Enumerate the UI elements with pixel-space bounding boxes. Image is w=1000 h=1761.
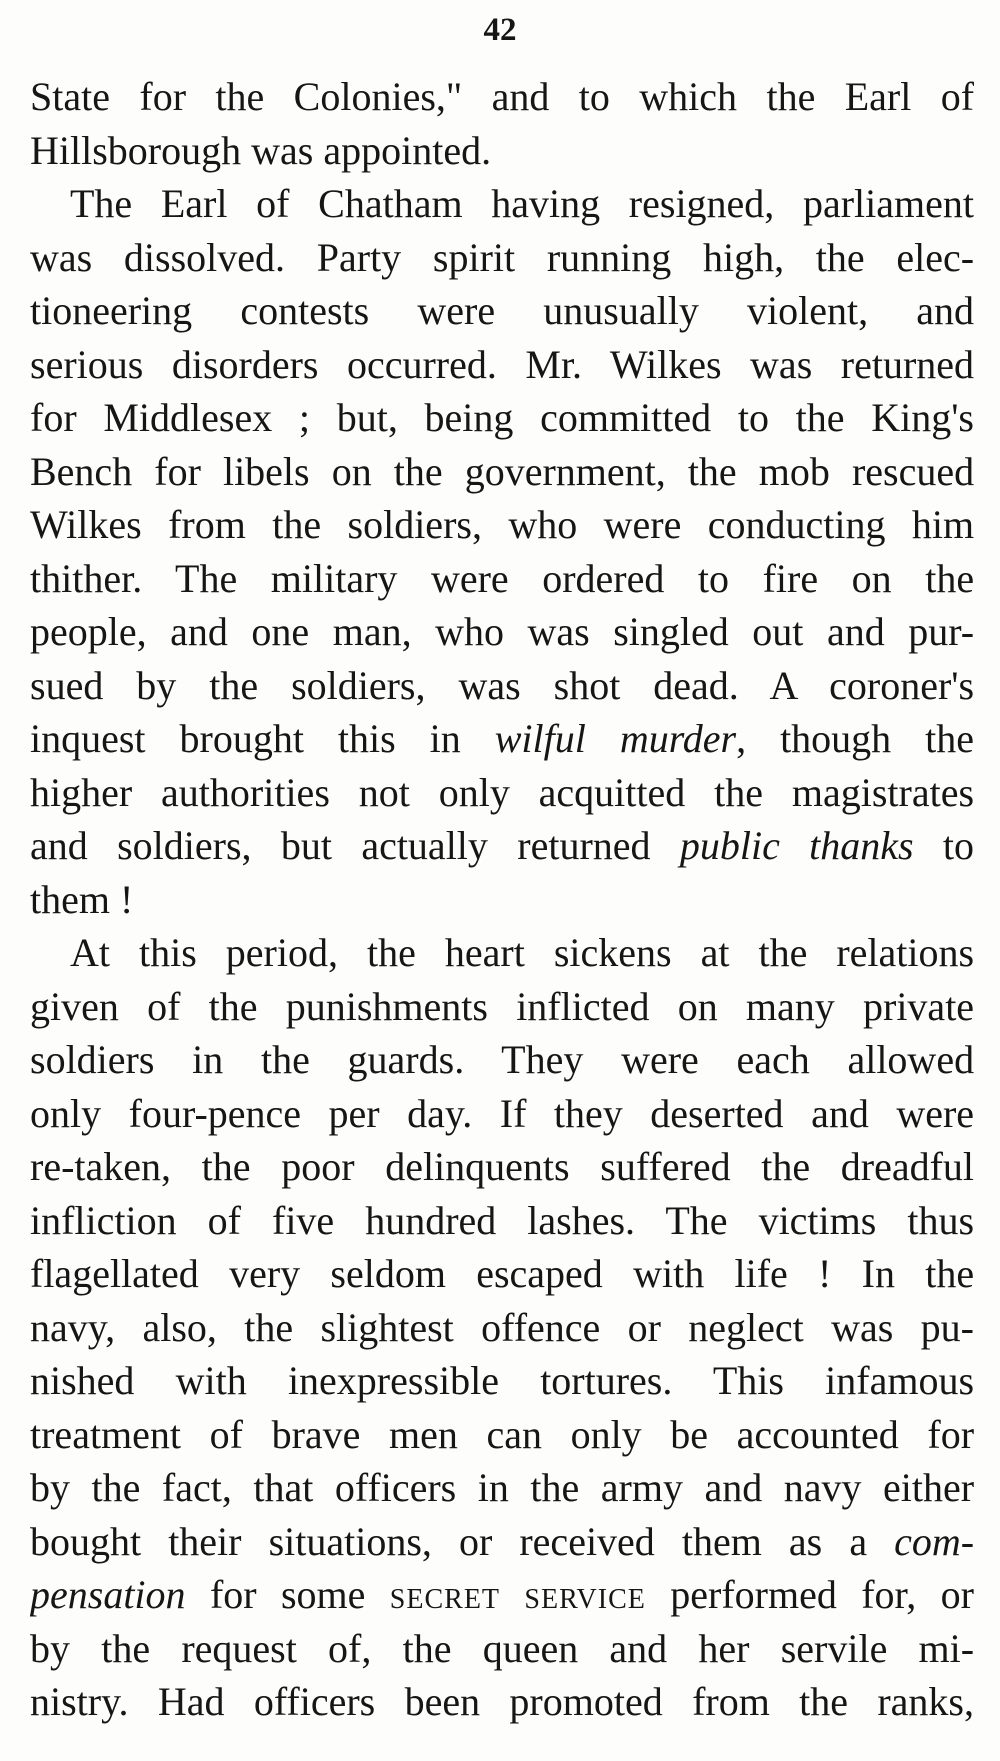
text-run: officers <box>253 1679 376 1724</box>
text-line <box>30 391 974 445</box>
small-caps-text: service <box>524 1572 646 1617</box>
italic-text: wilful <box>494 716 586 761</box>
text-run: tortures. <box>540 1358 673 1403</box>
italic-text: public <box>679 823 780 868</box>
text-run: for <box>209 1572 257 1617</box>
text-run: and <box>170 609 228 654</box>
text-run: magistrates <box>791 769 974 815</box>
text-run: to <box>942 823 974 868</box>
text-run: were <box>896 1090 974 1136</box>
text-run: treatment <box>30 1411 182 1457</box>
text-line <box>30 1247 974 1301</box>
text-run: each <box>736 1037 810 1082</box>
text-line <box>30 873 974 927</box>
text-run: many <box>745 983 835 1029</box>
text-run: this <box>139 930 197 975</box>
text-run: allowed <box>847 1037 974 1082</box>
text-run: per <box>328 1090 380 1136</box>
text-run: Bench <box>30 448 133 494</box>
text-run: and <box>704 1465 763 1510</box>
text-run: soldiers, <box>347 502 482 547</box>
text-run: or <box>627 1304 661 1350</box>
text-run: queen <box>482 1625 579 1671</box>
text-run: infamous <box>825 1358 974 1403</box>
text-run: inexpressible <box>287 1358 499 1403</box>
text-run: disorders <box>171 341 319 387</box>
text-run: on <box>851 555 892 601</box>
text-run: of <box>209 1411 243 1457</box>
text-run: life <box>734 1251 788 1296</box>
text-line <box>30 1515 974 1569</box>
text-run: occurred. <box>346 341 497 387</box>
text-run: the <box>925 555 974 601</box>
text-line <box>30 124 974 178</box>
text-run: for <box>154 448 201 494</box>
text-run: only <box>570 1411 642 1457</box>
text-run: officers <box>334 1465 457 1510</box>
text-line <box>30 338 974 392</box>
text-run: resigned, <box>628 181 775 226</box>
text-line <box>30 1622 974 1676</box>
text-run: was <box>750 341 813 387</box>
text-run: who <box>435 609 504 654</box>
text-run: them <box>30 876 110 922</box>
text-run: inflicted <box>516 983 650 1029</box>
text-run: appointed. <box>323 127 492 173</box>
text-run: their <box>168 1518 242 1564</box>
text-run: the <box>260 1037 310 1082</box>
text-run: that <box>253 1465 314 1510</box>
text-run: and <box>826 609 885 654</box>
text-run: sickens <box>553 930 672 975</box>
text-run: the <box>402 1625 452 1671</box>
text-run: pur- <box>908 609 974 654</box>
text-run: Wilkes <box>609 341 722 387</box>
text-run: of <box>256 181 290 226</box>
text-run: the <box>925 1251 974 1296</box>
text-run: libels <box>222 448 310 494</box>
text-run: Earl <box>844 74 912 119</box>
text-run: State <box>30 74 110 119</box>
text-line <box>30 1194 974 1248</box>
text-run: accounted <box>736 1411 899 1457</box>
text-run: pu- <box>920 1304 974 1350</box>
text-run: parliament <box>802 181 974 226</box>
text-run: the <box>758 930 808 975</box>
text-run: were <box>603 502 682 547</box>
text-run: very <box>229 1251 301 1296</box>
text-run: The <box>175 555 238 601</box>
text-run: actually <box>361 823 488 868</box>
text-run: request <box>181 1625 297 1671</box>
text-line <box>30 177 974 231</box>
text-run: in <box>477 1465 509 1510</box>
text-run: for <box>927 1411 974 1457</box>
text-run: re-taken, <box>30 1144 172 1189</box>
text-run: heart <box>444 930 525 975</box>
text-run: him <box>911 502 974 547</box>
text-run: the <box>714 769 763 815</box>
text-run: the <box>209 662 259 708</box>
text-run: navy, <box>30 1304 116 1350</box>
text-run: day. <box>407 1090 473 1136</box>
text-run: singled <box>613 609 729 654</box>
text-run: them <box>681 1518 762 1564</box>
text-run: Hillsborough <box>30 127 242 173</box>
text-run: and <box>916 288 974 333</box>
text-run: soldiers, <box>291 662 426 708</box>
text-run: be <box>670 1411 709 1457</box>
text-run: promoted <box>509 1679 663 1724</box>
text-run: of <box>207 1197 241 1243</box>
text-run: slightest <box>320 1304 454 1350</box>
text-run: brave <box>271 1411 361 1457</box>
text-run: the <box>687 448 737 494</box>
text-run: by <box>30 1625 70 1671</box>
text-run: thus <box>907 1197 974 1243</box>
text-run: of, <box>328 1625 372 1671</box>
text-line <box>30 605 974 659</box>
text-run: delinquents <box>385 1144 570 1189</box>
text-run: relations <box>836 930 974 975</box>
text-run: were <box>621 1037 699 1082</box>
text-run: in <box>192 1037 224 1082</box>
text-run: sued <box>30 662 104 708</box>
text-run: of <box>147 983 181 1029</box>
text-line <box>30 70 974 124</box>
text-run: Mr. <box>525 341 583 387</box>
text-run: for <box>30 395 77 440</box>
text-line <box>30 552 974 606</box>
text-run: At <box>70 930 110 975</box>
text-run: for, <box>861 1572 917 1617</box>
text-line <box>30 445 974 499</box>
text-run: tioneering <box>30 288 193 333</box>
text-run: Earl <box>160 181 228 226</box>
text-run: ; <box>298 395 311 440</box>
text-run: military <box>270 555 398 601</box>
text-run: guards. <box>347 1037 465 1082</box>
text-run: The <box>70 181 133 226</box>
text-run: infliction <box>30 1197 177 1243</box>
text-run: navy <box>783 1465 862 1510</box>
text-run: inquest <box>30 716 146 761</box>
text-run: fire <box>762 555 819 601</box>
text-run: was <box>30 234 93 280</box>
text-run: A <box>769 662 797 708</box>
text-run: Had <box>157 1679 225 1724</box>
text-run: by <box>136 662 177 708</box>
text-run: , <box>736 716 747 761</box>
text-line <box>30 766 974 820</box>
text-run: and <box>609 1625 668 1671</box>
text-run: the <box>393 448 443 494</box>
text-run: out <box>752 609 804 654</box>
text-run: in <box>429 716 461 761</box>
small-caps-text: secret <box>389 1572 501 1617</box>
text-run: the <box>244 1304 294 1350</box>
text-run: on <box>677 983 718 1029</box>
text-run: If <box>499 1090 527 1136</box>
text-run: fact, <box>161 1465 232 1510</box>
text-run: the <box>208 983 258 1029</box>
text-run: thither. <box>30 555 143 601</box>
italic-text: murder <box>619 716 737 761</box>
text-line <box>30 1301 974 1355</box>
text-run: deserted <box>650 1090 784 1136</box>
text-run: authorities <box>161 769 330 815</box>
text-run: spirit <box>432 234 516 280</box>
text-run: violent, <box>747 288 869 333</box>
text-run: coroner's <box>829 662 974 708</box>
text-line <box>30 1354 974 1408</box>
text-run: returned <box>517 823 651 868</box>
text-run: rescued <box>851 448 974 494</box>
text-run: King's <box>871 395 974 440</box>
text-run: lashes. <box>527 1197 636 1243</box>
text-run: the <box>215 74 265 119</box>
text-line <box>30 926 974 980</box>
text-run: the <box>795 395 845 440</box>
text-run: bought <box>30 1518 142 1564</box>
text-run: This <box>712 1358 784 1403</box>
text-run: five <box>272 1197 335 1243</box>
text-run: nished <box>30 1358 135 1403</box>
text-run: poor <box>281 1144 355 1189</box>
text-run: period, <box>225 930 338 975</box>
text-run: were <box>417 288 496 333</box>
text-line <box>30 819 974 873</box>
text-run: or <box>458 1518 493 1564</box>
text-run: was <box>831 1304 894 1350</box>
text-run: In <box>861 1251 895 1296</box>
text-line <box>30 1033 974 1087</box>
text-run: contests <box>240 288 370 333</box>
text-run: brought <box>179 716 304 761</box>
text-run: and <box>811 1090 869 1136</box>
text-run: men <box>388 1411 458 1457</box>
text-run: flagellated <box>30 1251 199 1296</box>
text-run: serious <box>30 341 144 387</box>
text-run: a <box>849 1518 868 1564</box>
text-run: can <box>486 1411 542 1457</box>
text-run: the <box>815 234 865 280</box>
text-run: to <box>578 74 610 119</box>
text-run: but, <box>336 395 398 440</box>
text-line <box>30 498 974 552</box>
text-run: ! <box>818 1251 832 1296</box>
text-run: suffered <box>600 1144 731 1189</box>
text-run: the <box>366 930 416 975</box>
text-run: man, <box>332 609 412 654</box>
text-run: conducting <box>707 502 886 547</box>
italic-text: thanks <box>809 823 914 868</box>
text-run: the <box>201 1144 251 1189</box>
text-run: was <box>527 609 590 654</box>
text-run: ! <box>119 876 134 922</box>
text-run: not <box>358 769 410 815</box>
text-run: situations, <box>268 1518 432 1564</box>
text-run: and <box>491 74 550 119</box>
text-run: high, <box>702 234 785 280</box>
text-line <box>30 1087 974 1141</box>
text-run: on <box>331 448 372 494</box>
text-run: The <box>665 1197 728 1243</box>
text-run: Chatham <box>318 181 463 226</box>
text-run: from <box>168 502 246 547</box>
text-run: mi- <box>918 1625 974 1671</box>
text-run: being <box>424 395 514 440</box>
text-line <box>30 1675 974 1729</box>
text-run: dreadful <box>840 1144 974 1189</box>
text-run: having <box>491 181 601 226</box>
text-run: one <box>251 609 310 654</box>
text-run: people, <box>30 609 147 654</box>
text-run: escaped <box>476 1251 603 1296</box>
text-line <box>30 1461 974 1515</box>
text-run: by <box>30 1465 70 1510</box>
text-run: who <box>508 502 578 547</box>
text-run: the <box>272 502 322 547</box>
text-run: dissolved. <box>123 234 286 280</box>
text-run: which <box>639 74 738 119</box>
text-line <box>30 980 974 1034</box>
text-run: Middlesex <box>103 395 273 440</box>
text-run: but <box>280 823 332 868</box>
text-run: seldom <box>330 1251 446 1296</box>
text-run: to <box>737 395 769 440</box>
text-run: though <box>780 716 892 761</box>
body-text <box>30 70 974 1729</box>
text-run: been <box>404 1679 481 1724</box>
text-run: offence <box>481 1304 601 1350</box>
text-run: running <box>546 234 672 280</box>
text-run: only <box>30 1090 102 1136</box>
text-run: Party <box>316 234 402 280</box>
text-run: punishments <box>285 983 488 1029</box>
text-run: servile <box>780 1625 888 1671</box>
text-run: dead. <box>653 662 739 708</box>
text-run: also, <box>142 1304 217 1350</box>
text-run: only <box>438 769 510 815</box>
text-run: was <box>251 127 314 173</box>
text-run: of <box>940 74 974 119</box>
text-run: some <box>280 1572 366 1617</box>
text-run: the <box>530 1465 580 1510</box>
text-run: or <box>940 1572 974 1617</box>
text-line <box>30 1140 974 1194</box>
text-run: higher <box>30 769 133 815</box>
italic-text: pensation <box>30 1572 186 1617</box>
page-number: 42 <box>483 12 517 48</box>
text-run: were <box>430 555 509 601</box>
text-run: ranks, <box>877 1679 974 1724</box>
text-run: mob <box>758 448 830 494</box>
text-line <box>30 659 974 713</box>
text-run: They <box>501 1037 584 1082</box>
text-run: with <box>633 1251 705 1296</box>
text-run: private <box>863 983 974 1029</box>
text-run: the <box>766 74 816 119</box>
text-run: government, <box>464 448 666 494</box>
text-run: nistry. <box>30 1679 129 1724</box>
text-run: at <box>700 930 730 975</box>
text-line <box>30 1408 974 1462</box>
text-run: ordered <box>542 555 665 601</box>
text-run: soldiers <box>30 1037 155 1082</box>
text-run: soldiers, <box>117 823 252 868</box>
text-run: given <box>30 983 119 1029</box>
text-run: from <box>692 1679 770 1724</box>
text-run: four-pence <box>128 1090 302 1136</box>
text-run: to <box>697 555 730 601</box>
text-line <box>30 231 974 285</box>
text-run: army <box>600 1465 683 1510</box>
text-run: victims <box>758 1197 877 1243</box>
text-run: the <box>799 1679 849 1724</box>
text-run: received <box>519 1518 655 1564</box>
text-run: this <box>337 716 396 761</box>
text-run: with <box>175 1358 247 1403</box>
text-run: the <box>101 1625 151 1671</box>
text-run: they <box>553 1090 623 1136</box>
text-run: returned <box>840 341 974 387</box>
text-run: acquitted <box>538 769 686 815</box>
text-run: hundred <box>365 1197 497 1243</box>
text-run: unusually <box>543 288 699 333</box>
text-run: Colonies," <box>293 74 463 119</box>
text-run: and <box>30 823 88 868</box>
text-run: as <box>788 1518 823 1564</box>
text-line <box>30 1568 974 1622</box>
text-run: shot <box>553 662 621 708</box>
text-run: the <box>761 1144 811 1189</box>
text-run: committed <box>540 395 712 440</box>
text-run: neglect <box>688 1304 804 1350</box>
text-run: was <box>458 662 521 708</box>
text-run: either <box>882 1465 974 1510</box>
text-line <box>30 712 974 766</box>
text-run: performed <box>670 1572 837 1617</box>
text-run: her <box>698 1625 750 1671</box>
italic-text: com- <box>894 1518 974 1564</box>
text-run: for <box>139 74 187 119</box>
text-run: Wilkes <box>30 502 142 547</box>
text-line <box>30 284 974 338</box>
text-run: elec- <box>896 234 974 280</box>
text-run: the <box>91 1465 141 1510</box>
text-run: the <box>925 716 974 761</box>
